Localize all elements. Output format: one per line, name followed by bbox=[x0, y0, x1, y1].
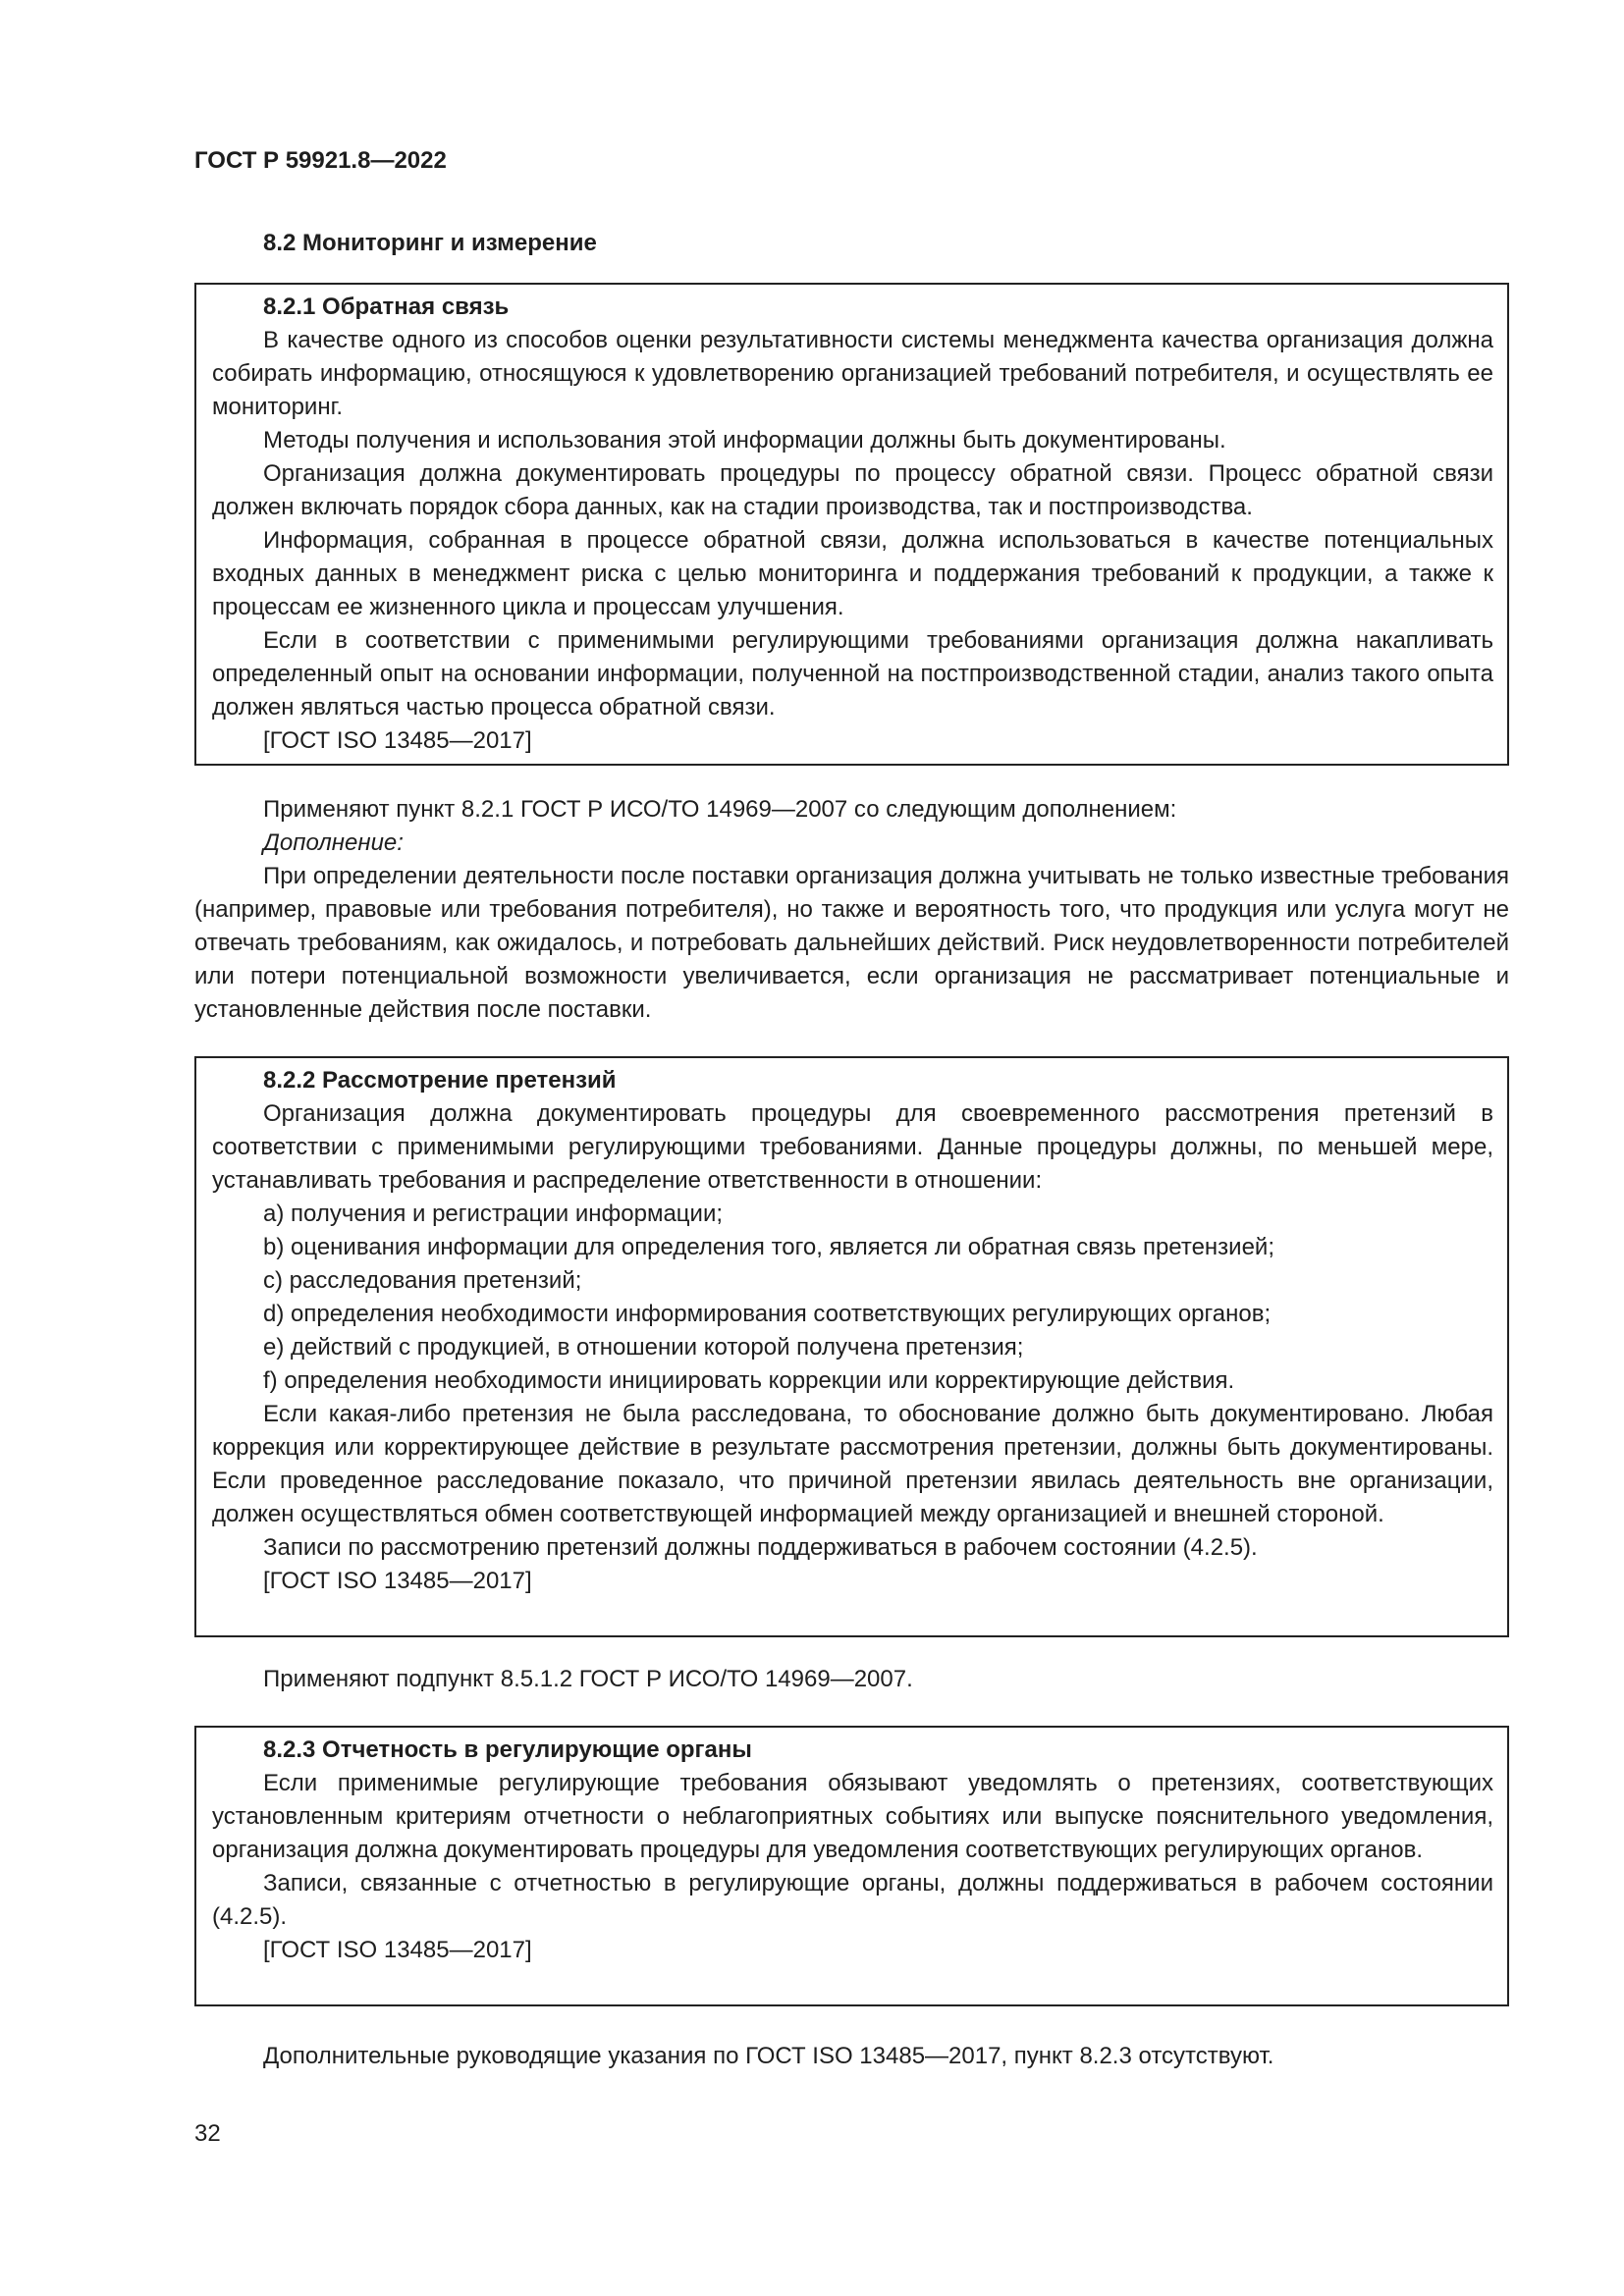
paragraph: Дополнительные руководящие указания по ГОСТ ISO 13485—2017, пункт 8.2.3 отсутствуют. bbox=[263, 2043, 1274, 2069]
reference: [ГОСТ ISO 13485—2017] bbox=[263, 1937, 532, 1963]
paragraph: Если какая-либо претензия не была расследована, то обоснование должно быть документировано. Любая коррекция или корректирующее действие в результате рассмотрения претензии, должны быть документированы. Если проведенное расследование показало, что причиной претензии явилась деятельность вне организации, должен осуществляться обмен соответствующей информацией между организацией и внешней стороной. bbox=[212, 1401, 1493, 1527]
paragraph: Если в соответствии с применимыми регулирующими требованиями организация должна накапливать определенный опыт на основании информации, полученной на постпроизводственной стадии, анализ такого опыта должен являться частью процесса обратной связи. bbox=[212, 627, 1493, 721]
paragraph: Если применимые регулирующие требования обязывают уведомлять о претензиях, соответствующих установленным критериям отчетности о неблагоприятных событиях или выпуске пояснительного уведомления, организация должна документировать процедуры для уведомления соответствующих регулирующих органов. bbox=[212, 1770, 1493, 1863]
list-item: c) расследования претензий; bbox=[263, 1267, 582, 1294]
quote-box-complaints bbox=[194, 1056, 1509, 1637]
list-item: f) определения необходимости инициировать коррекции или корректирующие действия. bbox=[263, 1367, 1235, 1394]
list-item: e) действий с продукцией, в отношении которой получена претензия; bbox=[263, 1334, 1024, 1361]
paragraph: Методы получения и использования этой информации должны быть документированы. bbox=[263, 427, 1226, 454]
section-title: 8.2 Мониторинг и измерение bbox=[263, 230, 597, 256]
final-note bbox=[194, 2040, 1509, 2073]
paragraph: При определении деятельности после поставки организация должна учитывать не только известные требования (например, правовые или требования потребителя), но также и вероятность того, что продукция или услуга могут не отвечать требованиям, как ожидалось, и потребовать дальнейших действий. Риск неудовлетворенности потребителей или потери потенциальной возможности увеличивается, если организация не рассматривает потенциальные и установленные действия после поставки. bbox=[194, 863, 1509, 1023]
applies-note bbox=[194, 1663, 1509, 1696]
quote-box-reporting bbox=[194, 1726, 1509, 2006]
paragraph: Информация, собранная в процессе обратной связи, должна использоваться в качестве потенциальных входных данных в менеджмент риска с целью мониторинга и поддержания требований к продукции, а также к процессам ее жизненного цикла и процессам улучшения. bbox=[212, 527, 1493, 620]
supplement-label: Дополнение: bbox=[263, 829, 404, 856]
paragraph: Организация должна документировать процедуры по процессу обратной связи. Процесс обратной связи должен включать порядок сбора данных, как на стадии производства, так и постпроизводства. bbox=[212, 460, 1493, 520]
page-number: 32 bbox=[194, 2120, 221, 2147]
list-item: b) оценивания информации для определения того, является ли обратная связь претензией; bbox=[263, 1234, 1274, 1260]
quote-box-feedback bbox=[194, 283, 1509, 766]
paragraph: Организация должна документировать процедуры для своевременного рассмотрения претензий в соответствии с применимыми регулирующими требованиями. Данные процедуры должны, по меньшей мере, устанавливать требования и распределение ответственности в отношении: bbox=[212, 1100, 1493, 1194]
paragraph: Записи, связанные с отчетностью в регулирующие органы, должны поддерживаться в рабочем состоянии (4.2.5). bbox=[212, 1870, 1493, 1930]
box-heading: 8.2.2 Рассмотрение претензий bbox=[263, 1067, 617, 1094]
box-heading: 8.2.3 Отчетность в регулирующие органы bbox=[263, 1736, 752, 1763]
paragraph: В качестве одного из способов оценки результативности системы менеджмента качества организация должна собирать информацию, относящуюся к удовлетворению организацией требований потребителя, и осуществлять ее мониторинг. bbox=[212, 327, 1493, 420]
list-item: a) получения и регистрации информации; bbox=[263, 1201, 724, 1227]
reference: [ГОСТ ISO 13485—2017] bbox=[263, 1568, 532, 1594]
paragraph: Записи по рассмотрению претензий должны поддерживаться в рабочем состоянии (4.2.5). bbox=[263, 1534, 1258, 1561]
box-heading: 8.2.1 Обратная связь bbox=[263, 294, 510, 320]
paragraph: Применяют подпункт 8.5.1.2 ГОСТ Р ИСО/ТО 14969—2007. bbox=[263, 1666, 913, 1692]
document-header: ГОСТ Р 59921.8—2022 bbox=[194, 147, 447, 174]
paragraph: Применяют пункт 8.2.1 ГОСТ Р ИСО/ТО 14969—2007 со следующим дополнением: bbox=[263, 796, 1177, 823]
list-item: d) определения необходимости информирования соответствующих регулирующих органов; bbox=[263, 1301, 1272, 1327]
supplement-block bbox=[194, 793, 1509, 1027]
reference: [ГОСТ ISO 13485—2017] bbox=[263, 727, 532, 754]
